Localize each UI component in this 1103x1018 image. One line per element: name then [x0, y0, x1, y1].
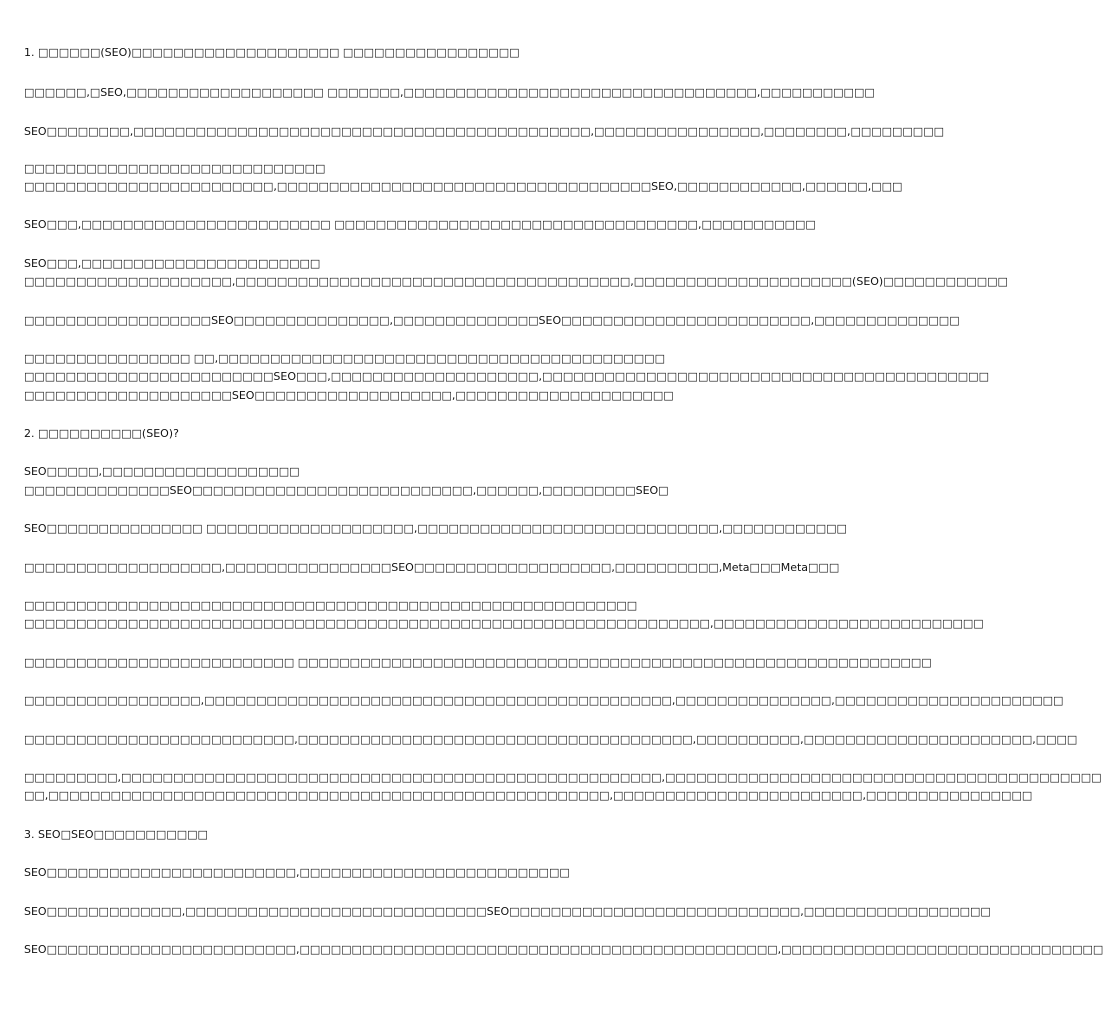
paragraph-line: □□□□□□,□SEO,□□□□□□□□□□□□□□□□□□□ □□□□□□□,□□□□□□□□□□□□□□□□□□□□□□□□□□□□□□□□□□,□□□□□□□□□□□	[24, 86, 875, 99]
paragraph-line: □□□□□□□□□□□□□□□□□□□□□□□□□□□□□	[24, 162, 326, 175]
document-page	[24, 0, 1103, 1018]
paragraph-line: SEO□□□□□□□□,□□□□□□□□□□□□□□□□□□□□□□□□□□□□□□□□□□□□□□□□□□□□,□□□□□□□□□□□□□□□□,□□□□□□□□,□□□□□□□□□	[24, 125, 944, 138]
paragraph-line: □□□□□□□□□□□□□□□□□□□□□□□□□□ □□□□□□□□□□□□□□□□□□□□□□□□□□□□□□□□□□□□□□□□□□□□□□□□□□□□□□□□□□□□□	[24, 656, 932, 669]
paragraph-line: □□□□□□□□□□□□□□SEO□□□□□□□□□□□□□□□□□□□□□□□□□□□,□□□□□□,□□□□□□□□□SEO□	[24, 484, 669, 497]
paragraph-line: SEO□□□□□□□□□□□□□□□ □□□□□□□□□□□□□□□□□□□□,□□□□□□□□□□□□□□□□□□□□□□□□□□□□□,□□□□□□□□□□□□	[24, 522, 847, 535]
section-heading-2: 2. □□□□□□□□□□(SEO)?	[24, 427, 179, 440]
section-heading-1: 1. □□□□□□(SEO)□□□□□□□□□□□□□□□□□□□□ □□□□□□□□□□□□□□□□□	[24, 46, 520, 59]
paragraph-line: □□□□□□□□□□□□□□□□□□□□□□□□□□□□□□□□□□□□□□□□□□□□□□□□□□□□□□□□□□□	[24, 599, 638, 612]
paragraph-line: □□□□□□□□□,□□□□□□□□□□□□□□□□□□□□□□□□□□□□□□□□□□□□□□□□□□□□□□□□□□□□,□□□□□□□□□□□□□□□□□□□□□□□□□□□□□□□□□□□□□□□□□□	[24, 771, 1102, 784]
paragraph-line: □□□□□□□□□□□□□□□□ □□,□□□□□□□□□□□□□□□□□□□□□□□□□□□□□□□□□□□□□□□□□□□	[24, 352, 665, 365]
paragraph-line: □□□□□□□□□□□□□□□□□□SEO□□□□□□□□□□□□□□□,□□□□□□□□□□□□□□SEO□□□□□□□□□□□□□□□□□□□□□□□□,□□□□□□□□□□□□□□	[24, 314, 960, 327]
paragraph-line: □□□□□□□□□□□□□□□□□□□□□□□□□□□□□□□□□□□□□□□□□□□□□□□□□□□□□□□□□□□□□□□□□□,□□□□□□□□□□□□□□□□□□□□□□□□□□	[24, 617, 984, 630]
paragraph-line: □□□□□□□□□□□□□□□□□□□□SEO□□□□□□□□□□□□□□□□□□□,□□□□□□□□□□□□□□□□□□□□□	[24, 389, 674, 402]
paragraph-line: □□□□□□□□□□□□□□□□□□□□□□□□□□,□□□□□□□□□□□□□□□□□□□□□□□□□□□□□□□□□□□□□□,□□□□□□□□□□,□□□□□□□□□□□□□□□□□□□□□□,□□□□	[24, 733, 1078, 746]
paragraph-line: □□□□□□□□□□□□□□□□□□□□□□□□SEO□□□,□□□□□□□□□□□□□□□□□□□□,□□□□□□□□□□□□□□□□□□□□□□□□□□□□□□□□□□□□□□□□□□□	[24, 370, 989, 383]
paragraph-line: SEO□□□,□□□□□□□□□□□□□□□□□□□□□□□□ □□□□□□□□□□□□□□□□□□□□□□□□□□□□□□□□□□□,□□□□□□□□□□□	[24, 218, 816, 231]
paragraph-line: □□□□□□□□□□□□□□□□□□□□,□□□□□□□□□□□□□□□□□□□□□□□□□□□□□□□□□□□□□□,□□□□□□□□□□□□□□□□□□□□□(SEO)□□□□□□□□□□□□	[24, 275, 1008, 288]
paragraph-line: SEO□□□□□,□□□□□□□□□□□□□□□□□□□	[24, 465, 300, 478]
paragraph-line: □□□□□□□□□□□□□□□□□□□□□□□□,□□□□□□□□□□□□□□□□□□□□□□□□□□□□□□□□□□□□SEO,□□□□□□□□□□□□,□□□□□□,□□□	[24, 180, 903, 193]
paragraph-line: SEO□□□□□□□□□□□□□□□□□□□□□□□□,□□□□□□□□□□□□□□□□□□□□□□□□□□	[24, 866, 570, 879]
paragraph-line: □□,□□□□□□□□□□□□□□□□□□□□□□□□□□□□□□□□□□□□□□□□□□□□□□□□□□□□□□,□□□□□□□□□□□□□□□□□□□□□□□□,□□□□□□□□□□□□□□□□	[24, 789, 1033, 802]
paragraph-line: SEO□□□□□□□□□□□□□,□□□□□□□□□□□□□□□□□□□□□□□□□□□□□SEO□□□□□□□□□□□□□□□□□□□□□□□□□□□□,□□□□□□□□□□□□□□□□□□	[24, 905, 991, 918]
paragraph-line: SEO□□□□□□□□□□□□□□□□□□□□□□□□,□□□□□□□□□□□□□□□□□□□□□□□□□□□□□□□□□□□□□□□□□□□□□□,□□□□□□□□□□□□□□□□□□□□□□□□□□□□□□□	[24, 943, 1103, 956]
section-heading-3: 3. SEO□SEO□□□□□□□□□□□	[24, 828, 208, 841]
paragraph-line: □□□□□□□□□□□□□□□□□,□□□□□□□□□□□□□□□□□□□□□□□□□□□□□□□□□□□□□□□□□□□□□,□□□□□□□□□□□□□□□,□□□□□□□□□□□□□□□□□□□□□□	[24, 694, 1064, 707]
paragraph-line: □□□□□□□□□□□□□□□□□□□,□□□□□□□□□□□□□□□□SEO□□□□□□□□□□□□□□□□□□□,□□□□□□□□□□,Meta□□□Meta□□□	[24, 561, 840, 574]
paragraph-line: SEO□□□,□□□□□□□□□□□□□□□□□□□□□□□	[24, 257, 321, 270]
